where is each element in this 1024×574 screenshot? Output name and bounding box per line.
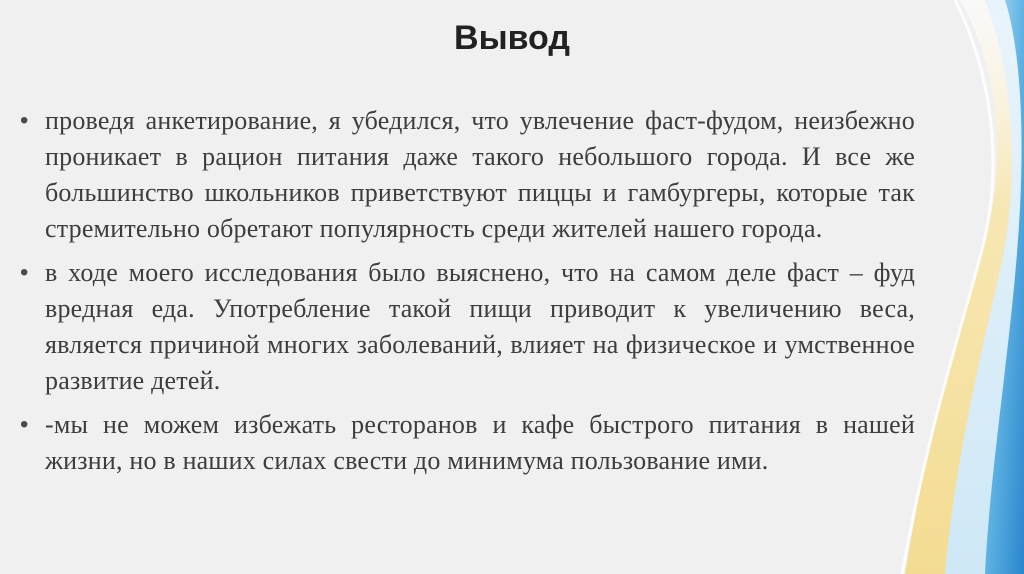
- bullet-marker: •: [20, 259, 29, 286]
- bullet-item-1: [20, 103, 915, 247]
- bullet-text: -мы не можем избежать ресторанов и кафе быстрого питания в нашей жизни, но в наших силах свести до минимума пользование ими.: [45, 410, 915, 475]
- bullet-item-2: [20, 255, 915, 399]
- bullet-item-3: [20, 407, 915, 479]
- bullet-marker: •: [20, 411, 29, 438]
- slide-title: Вывод: [454, 19, 570, 57]
- bullet-marker: •: [20, 107, 29, 134]
- bullet-text: проведя анкетирование, я убедился, что увлечение фаст-фудом, неизбежно проникает в рацион питания даже такого небольшого города. И все же большинство школьников приветствуют пиццы и гамбургеры, которые так стремительно обретают популярность среди жителей нашего города.: [45, 106, 915, 243]
- conclusion-bullet-list: [20, 103, 915, 487]
- bullet-text: в ходе моего исследования было выяснено, что на самом деле фаст – фуд вредная еда. Употребление такой пищи приводит к увеличению веса, является причиной многих заболеваний, влияет на физическое и умственное развитие детей.: [45, 258, 915, 395]
